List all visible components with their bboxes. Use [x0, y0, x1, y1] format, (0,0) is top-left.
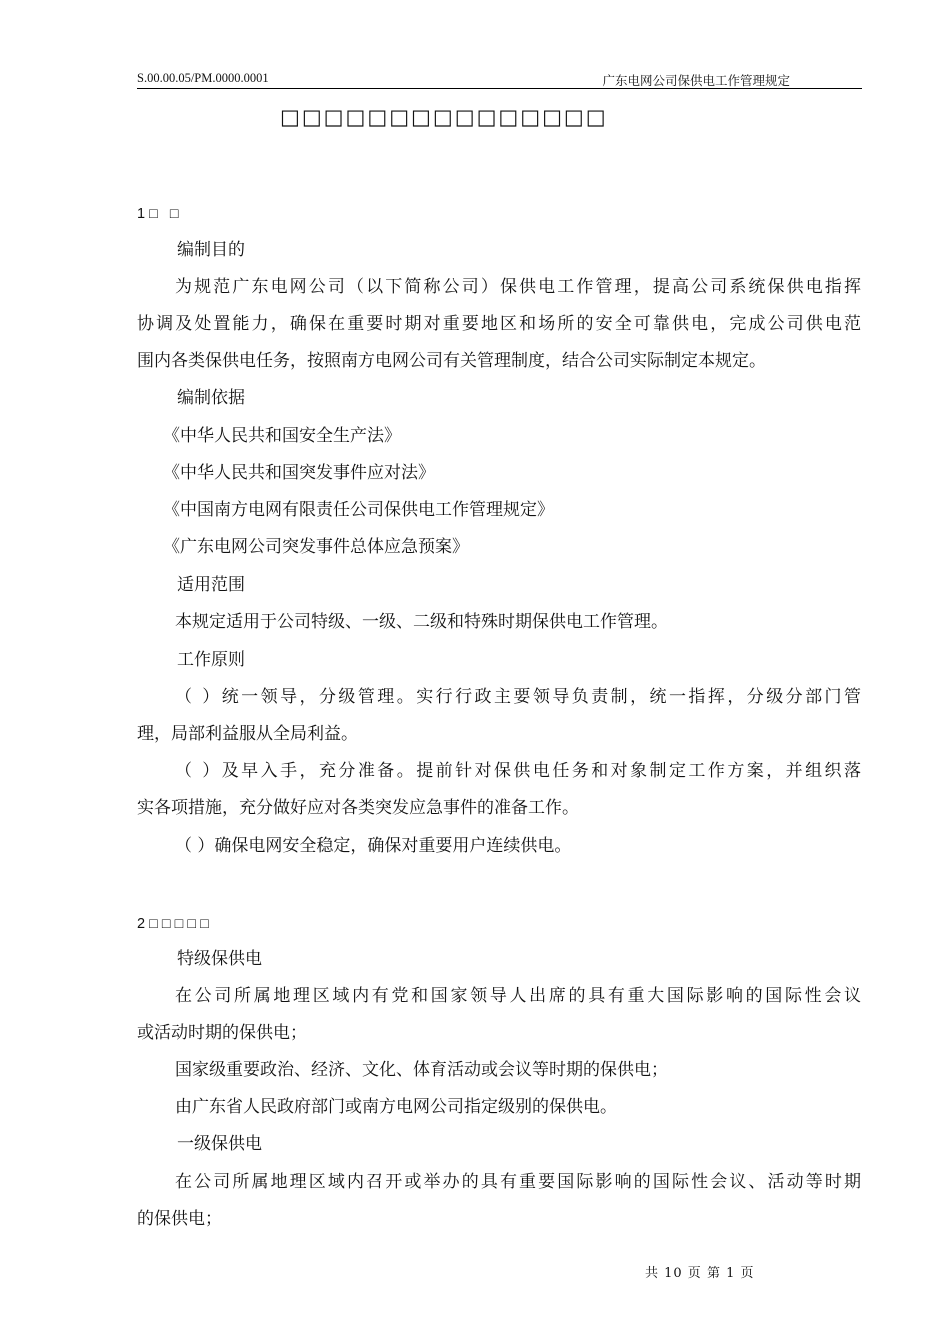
- heading-first: 一级保供电: [177, 1134, 262, 1154]
- doc-title: □□□□□□□□□□□□□□□: [280, 105, 608, 129]
- section-number: 1: [137, 206, 146, 222]
- paragraph-line: （ ）确保电网安全稳定，确保对重要用户连续供电。: [175, 836, 572, 856]
- page-header: [137, 70, 862, 89]
- doc-name: 广东电网公司保供电工作管理规定: [602, 73, 790, 88]
- paragraph-line: 为规范广东电网公司（以下简称公司）保供电工作管理，提高公司系统保供电指挥: [175, 277, 861, 297]
- paragraph-line: 在公司所属地理区域内有党和国家领导人出席的具有重大国际影响的国际性会议: [175, 986, 861, 1006]
- paragraph-line: 或活动时期的保供电；: [137, 1023, 307, 1043]
- heading-purpose: 编制目的: [177, 240, 245, 260]
- paragraph-line: （ ）及早入手，充分准备。提前针对保供电任务和对象制定工作方案，并组织落: [175, 761, 861, 781]
- paragraph-line: 实各项措施，充分做好应对各类突发应急事件的准备工作。: [137, 798, 579, 818]
- paragraph-line: 协调及处置能力，确保在重要时期对重要地区和场所的安全可靠供电，完成公司供电范: [137, 314, 861, 334]
- page-footer: 共 10 页 第 1 页: [645, 1266, 755, 1281]
- heading-basis: 编制依据: [177, 388, 245, 408]
- paragraph-line: 由广东省人民政府部门或南方电网公司指定级别的保供电。: [175, 1097, 617, 1117]
- paragraph-line: 在公司所属地理区域内召开或举办的具有重要国际影响的国际性会议、活动等时期: [175, 1172, 861, 1192]
- basis-item: 《广东电网公司突发事件总体应急预案》: [163, 537, 469, 557]
- basis-item: 《中华人民共和国安全生产法》: [163, 426, 401, 446]
- section-title: □□□□□: [149, 916, 213, 932]
- paragraph-line: 国家级重要政治、经济、文化、体育活动或会议等时期的保供电；: [175, 1060, 668, 1080]
- paragraph-line: 理，局部利益服从全局利益。: [137, 724, 358, 744]
- section-title: □ □: [149, 206, 183, 222]
- doc-code: S.00.00.05/PM.0000.0001: [137, 71, 269, 85]
- paragraph-line: （ ）统一领导，分级管理。实行行政主要领导负责制，统一指挥，分级分部门管: [175, 687, 861, 707]
- heading-scope: 适用范围: [177, 575, 245, 595]
- heading-special: 特级保供电: [177, 949, 262, 969]
- heading-principle: 工作原则: [177, 650, 245, 670]
- paragraph-line: 围内各类保供电任务，按照南方电网公司有关管理制度，结合公司实际制定本规定。: [137, 351, 766, 371]
- section-1-heading: [137, 203, 183, 225]
- section-2-heading: [137, 913, 213, 935]
- paragraph-line: 的保供电；: [137, 1209, 222, 1229]
- section-number: 2: [137, 916, 146, 932]
- basis-item: 《中华人民共和国突发事件应对法》: [163, 463, 435, 483]
- basis-item: 《中国南方电网有限责任公司保供电工作管理规定》: [163, 500, 554, 520]
- paragraph-line: 本规定适用于公司特级、一级、二级和特殊时期保供电工作管理。: [175, 612, 668, 632]
